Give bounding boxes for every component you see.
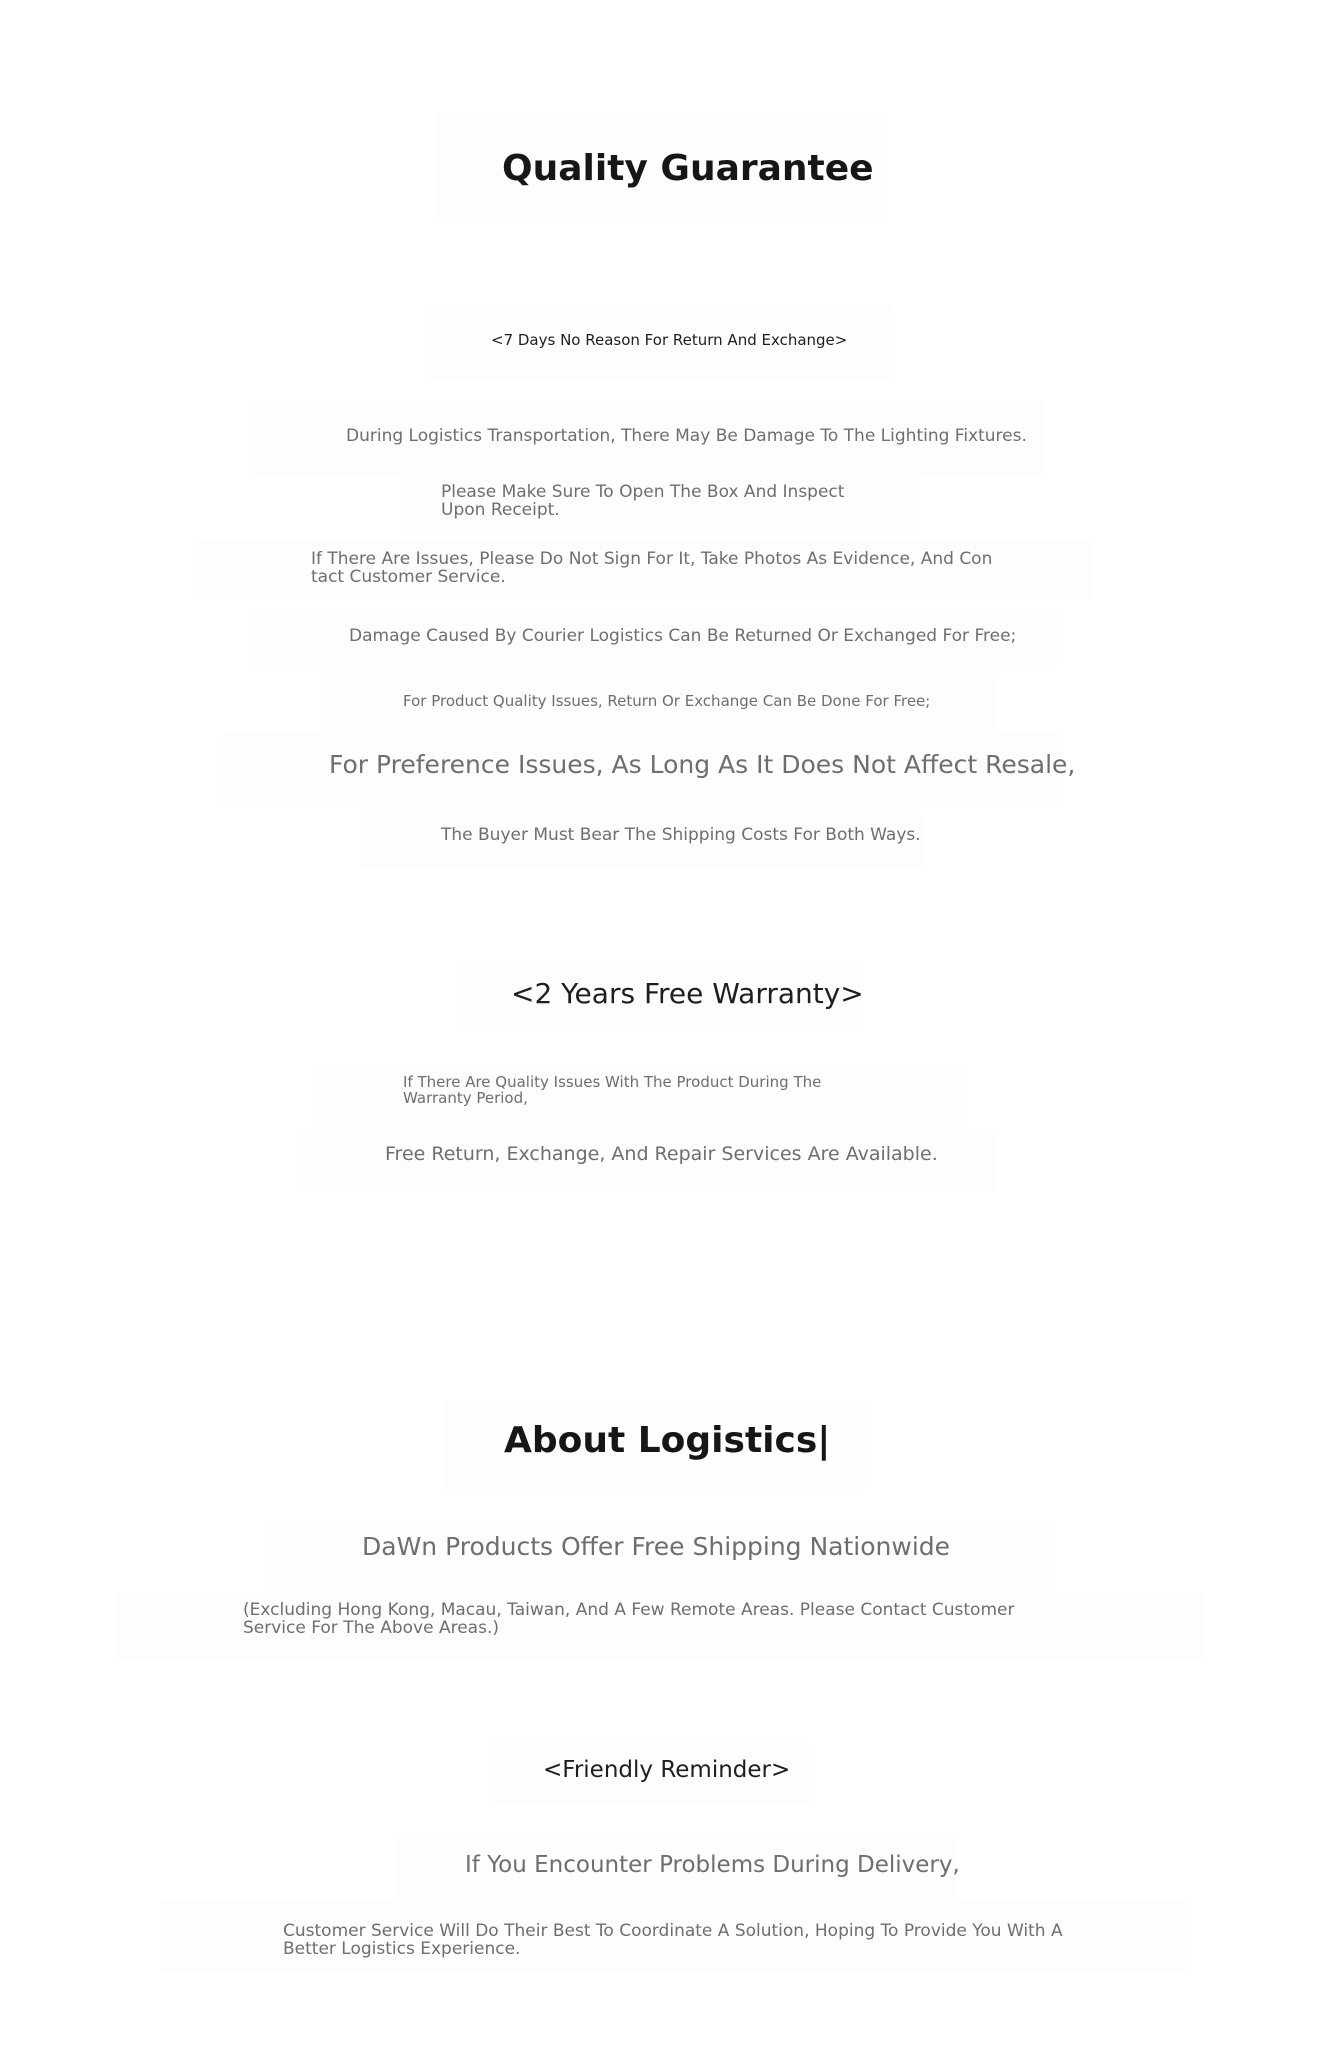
quality-line: If There Are Issues, Please Do Not Sign For It, Take Photos As Evidence, And Con tact Customer Service. <box>311 549 993 587</box>
reminder-heading: <Friendly Reminder> <box>543 1757 791 1783</box>
quality-line: For Preference Issues, As Long As It Does Not Affect Resale, <box>329 750 1076 779</box>
exclusion-note: (Excluding Hong Kong, Macau, Taiwan, And A Few Remote Areas. Please Contact Customer Service For The Above Areas.) <box>243 1600 1015 1638</box>
quality-line: Please Make Sure To Open The Box And Inspect Upon Receipt. <box>441 482 845 520</box>
reminder-line: Customer Service Will Do Their Best To Coordinate A Solution, Hoping To Provide You With A Better Logistics Experience. <box>283 1921 1063 1959</box>
logistics-title: About Logistics| <box>504 1420 831 1461</box>
warranty-line: Free Return, Exchange, And Repair Services Are Available. <box>385 1143 938 1165</box>
return-heading: <7 Days No Reason For Return And Exchange> <box>491 331 848 349</box>
warranty-heading: <2 Years Free Warranty> <box>511 977 864 1010</box>
reminder-line: If You Encounter Problems During Delivery, <box>465 1852 960 1878</box>
quality-line: Damage Caused By Courier Logistics Can Be Returned Or Exchanged For Free; <box>349 626 1017 646</box>
quality-line: For Product Quality Issues, Return Or Exchange Can Be Done For Free; <box>403 692 931 710</box>
quality-line: During Logistics Transportation, There May Be Damage To The Lighting Fixtures. <box>346 426 1027 446</box>
warranty-line: If There Are Quality Issues With The Product During The Warranty Period, <box>403 1073 822 1107</box>
page-title: Quality Guarantee <box>502 148 874 189</box>
quality-line: The Buyer Must Bear The Shipping Costs For Both Ways. <box>441 825 921 845</box>
shipping-note: DaWn Products Offer Free Shipping Nationwide <box>362 1532 951 1561</box>
